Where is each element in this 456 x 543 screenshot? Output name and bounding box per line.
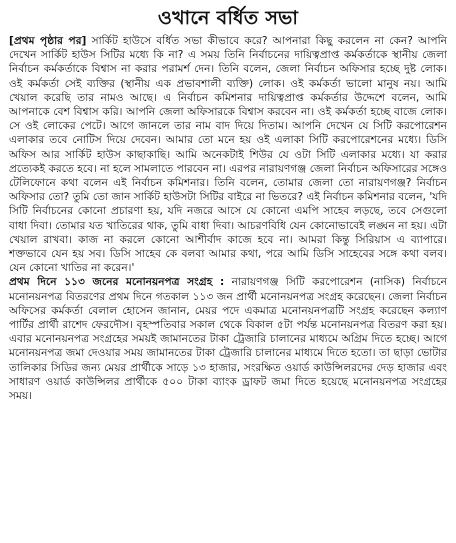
article-body: [9, 34, 447, 403]
paragraph-1-text: সার্কিট হাউসে বর্ধিত সভা কীভাবে করে? আপনারা কিছু করলেন না কেন? আপনি দেখেন সার্কিট হাউস সিটির মধ্যে কি না? এ সময় তিনি নির্বাচনের দায়িত্বপ্রাপ্ত কর্মকর্তাকে স্থানীয় জেলা নির্বাচন কর্মকর্তাকে বিশ্বাস না করার পরামর্শ দেন। তিনি বলেন, জেলা নির্বাচন অফিসার হচ্ছে দুষ্ট লোক। ওই কর্মকর্তা সেই ব্যক্তির (স্থানীয় এক প্রভাবশালী ব্যক্তি) লোক। ওই কর্মকর্তা ভালো মানুষ নয়। আমি খেয়াল করেছি তার নামও আছে। এ নির্বাচন কমিশনার দায়িত্বপ্রাপ্ত কর্মকর্তার উদ্দেশে বলেন, আমি আপনাকে বেশ বিশ্বাস করি। আপনি জেলা অফিসারকে বিশ্বাস করবেন না। ওই কর্মকর্তা হচ্ছে বাজে লোক। সে ওই লোকের পেটে। আগে জানলে তার নাম বাদ দিয়ে দিতাম। আপনি দেখেন যে সিটি করপোরেশন এলাকার তবে নোটিস দিয়ে দেবেন। আমার তো মনে হয় ওই এলাকা সিটি করপোরেশনের মধ্যে। ডিসি অফিস আর সার্কিট হাউস কাছাকাছি। আমি অনেকটাই শিউর যে ওটা সিটি এলাকার মধ্যে। যা করার প্রত্যেকই করতে হবে। না হলে সামলাতে পারবেন না। এরপর নারায়ণগঞ্জ জেলা নির্বাচন অফিসারের সঙ্গেও টেলিফোনে কথা বলেন এই নির্বাচন কমিশনার। তিনি বলেন, তোমার জেলা তো নারায়ণগঞ্জ? নির্বাচন অফিসার তো? তুমি তো জান সার্কিট হাউসটা সিটির বাইরে না ভিতরে? এই নির্বাচন কমিশনার বলেন, 'যদি সিটি নির্বাচনের কোনো প্রচারণা হয়, যদি নজরে আসে যে কোনো এমপি সাহেব লড়ছে, তবে সেগুলো বাধা দিবা। তোমার যত খাতিরের থাক, তুমি বাধা দিবা। আচরণবিধি যেন কোনোভাবেই লঙ্ঘন না হয়। এটা খেয়াল রাখবা। কাজ না করলে কোনো আশীর্বাদ কাজে হবে না। আমরা কিন্তু সিরিয়াস এ ব্যাপারে। শক্তভাবে যেন হয় সব। ডিসি সাহেব কে বলবা আমার কথা, পরে আমি ডিসি সাহেবের সঙ্গে কথা বলব। যেন কোনো খাতির না করেন।': [9, 35, 447, 275]
continued-from-front-page-label: [প্রথম পৃষ্ঠার পর]: [9, 35, 87, 47]
paragraph-2-text: নারায়ণগঞ্জ সিটি করপোরেশন (নাসিক) নির্বাচনে মনোনয়নপত্র বিতরণের প্রথম দিনে গতকাল ১১৩ জন প্রার্থী মনোনয়নপত্র সংগ্রহ করেছেন। জেলা নির্বাচন অফিসের কর্মকর্তা বেলাল হোসেন জানান, মেয়র পদে একমাত্র মনোনয়নপত্রটি সংগ্রহ করেছেন কল্যাণ পার্টির প্রার্থী রাশেদ ফেরদৌস। বৃহস্পতিবার সকাল থেকে বিকাল ৫টা পর্যন্ত মনোনয়নপত্র বিতরণ করা হয়। এবার মনোনয়নপত্র সংগ্রহের সময়ই জামানতের টাকা ট্রেজারি চালানের মাধ্যমে অগ্রিম দিতে হচ্ছে। আগে মনোনয়নপত্র জমা দেওয়ার সময় জামানতের টাকা ট্রেজারি চালানের মাধ্যমে দিতে হতো। তা ছাড়া ভোটার তালিকার সিডির জন্য মেয়র প্রার্থীকে সাড়ে ১৩ হাজার, সংরক্ষিত ওয়ার্ড কাউন্সিলরদের দেড় হাজার এবং সাধারণ ওয়ার্ড কাউন্সিলর প্রার্থীকে ৫০০ টাকা ব্যাংক ড্রাফট জমা দিতে হয়েছে মনোনয়নপত্র সংগ্রহের সময়।: [9, 276, 447, 403]
subhead: প্রথম দিনে ১১৩ জনের মনোনয়নপত্র সংগ্রহ :: [9, 276, 225, 289]
paragraph-1: [9, 34, 447, 275]
paragraph-2: [9, 275, 447, 403]
headline: ওখানে বর্ধিত সভা: [157, 7, 299, 29]
